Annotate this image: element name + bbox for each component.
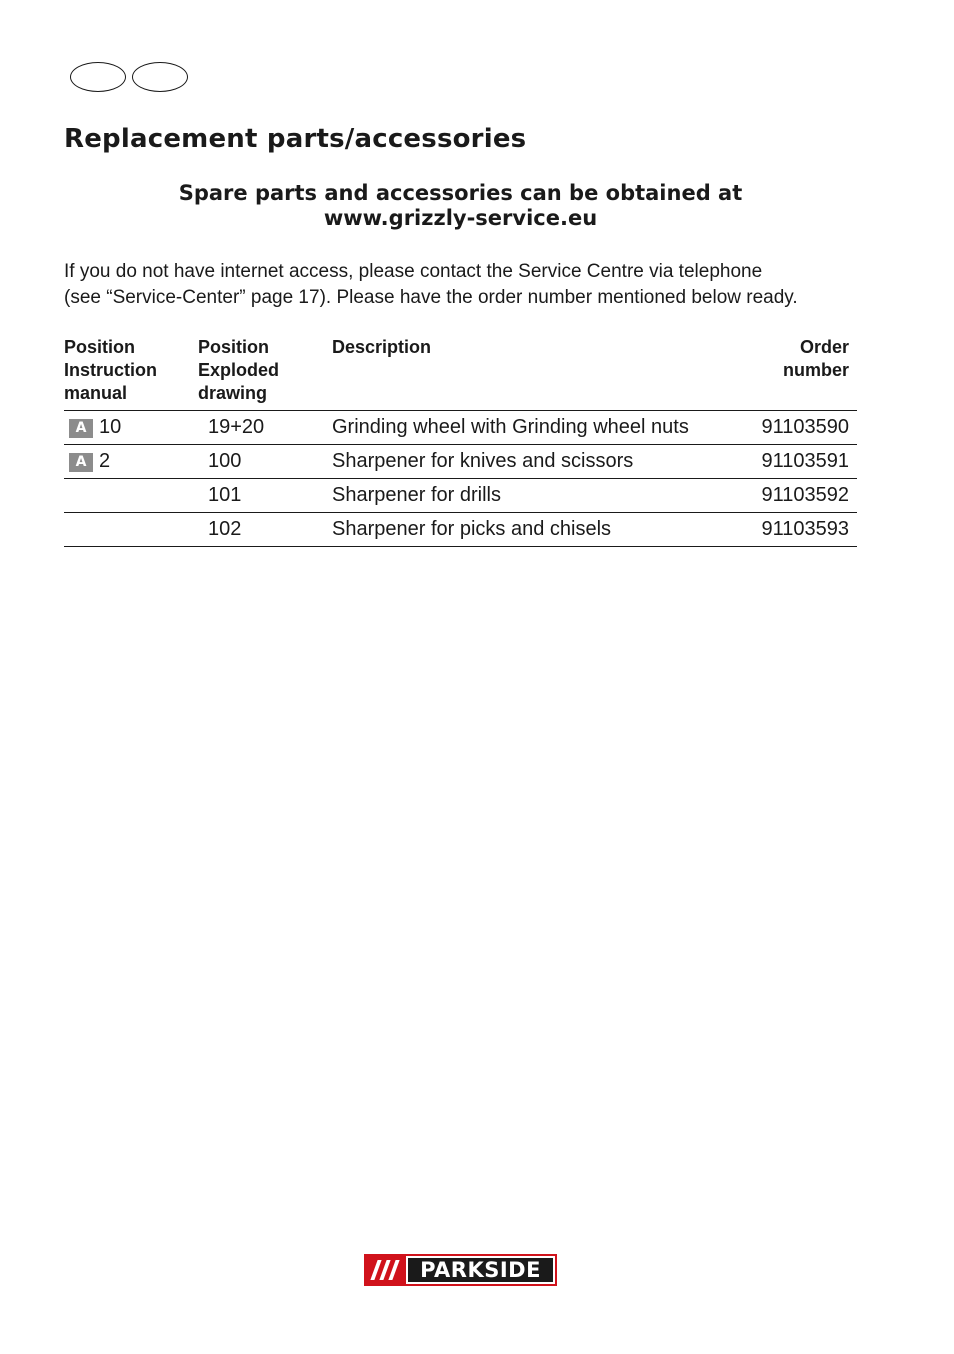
logo-brand-text: PARKSIDE (408, 1258, 553, 1282)
intro-paragraph (64, 259, 864, 310)
header-position-manual: Position Instruction manual (64, 336, 198, 411)
cell-order-number: 91103590 (747, 411, 857, 445)
cell-order-number: 91103592 (747, 479, 857, 513)
header-description: Description (332, 336, 747, 411)
cell-position-manual (64, 479, 198, 513)
table-row (64, 479, 857, 513)
spare-parts-callout (64, 181, 857, 231)
figure-badge: A (69, 419, 93, 438)
cell-position-drawing: 19+20 (198, 411, 332, 445)
cell-description: Sharpener for drills (332, 479, 747, 513)
position-manual-value: 10 (99, 416, 122, 438)
logo-slashes-icon (366, 1256, 404, 1284)
cell-position-manual (64, 411, 198, 445)
cell-position-drawing: 100 (198, 445, 332, 479)
table-row (64, 513, 857, 547)
cell-position-drawing: 102 (198, 513, 332, 547)
parts-table (64, 336, 857, 547)
language-ovals (70, 62, 188, 92)
header-position-drawing: Position Exploded drawing (198, 336, 332, 411)
cell-order-number: 91103591 (747, 445, 857, 479)
cell-position-manual (64, 445, 198, 479)
table-row (64, 445, 857, 479)
language-oval-left (70, 62, 126, 92)
cell-description: Sharpener for picks and chisels (332, 513, 747, 547)
header-order-number: Order number (747, 336, 857, 411)
cell-order-number: 91103593 (747, 513, 857, 547)
callout-url: www.grizzly-service.eu (323, 206, 598, 230)
callout-line-1: Spare parts and accessories can be obtained at (178, 181, 743, 205)
logo-wordmark (404, 1256, 555, 1284)
intro-line-2: (see “Service-Center” page 17). Please have the order number mentioned below ready. (64, 286, 798, 308)
table-row (64, 411, 857, 445)
cell-position-manual (64, 513, 198, 547)
page-title: Replacement parts/accessories (64, 124, 527, 154)
cell-description: Grinding wheel with Grinding wheel nuts (332, 411, 747, 445)
cell-description: Sharpener for knives and scissors (332, 445, 747, 479)
figure-badge: A (69, 453, 93, 472)
intro-line-1: If you do not have internet access, please contact the Service Centre via telephone (64, 261, 763, 282)
parts-table-header-row (64, 336, 857, 411)
language-oval-right (132, 62, 188, 92)
parkside-logo (364, 1254, 557, 1286)
cell-position-drawing: 101 (198, 479, 332, 513)
position-manual-value: 2 (99, 450, 111, 472)
